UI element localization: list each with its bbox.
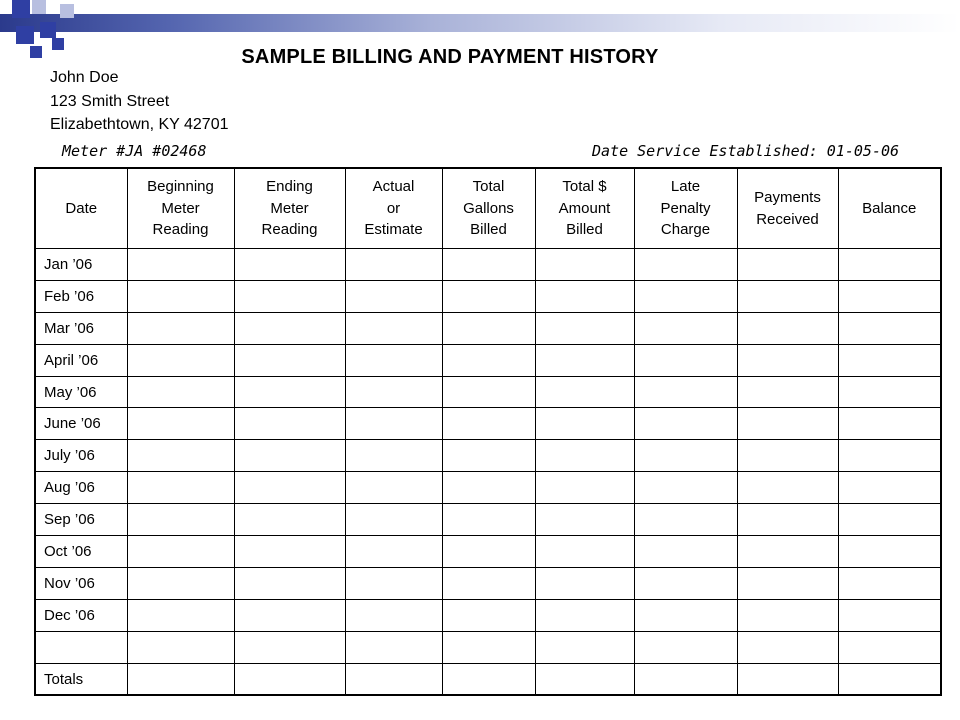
empty-cell[interactable] bbox=[838, 663, 941, 695]
empty-cell[interactable] bbox=[737, 663, 838, 695]
empty-cell[interactable] bbox=[535, 440, 634, 472]
empty-cell[interactable] bbox=[127, 504, 234, 536]
empty-cell[interactable] bbox=[737, 472, 838, 504]
empty-cell[interactable] bbox=[442, 408, 535, 440]
column-header: Payments Received bbox=[737, 168, 838, 249]
row-date-cell: Mar ’06 bbox=[35, 312, 127, 344]
table-row bbox=[35, 631, 941, 663]
empty-cell[interactable] bbox=[838, 504, 941, 536]
empty-cell[interactable] bbox=[737, 312, 838, 344]
empty-cell[interactable] bbox=[838, 344, 941, 376]
column-header: Ending Meter Reading bbox=[234, 168, 345, 249]
decorative-square bbox=[12, 0, 30, 18]
empty-cell[interactable] bbox=[535, 312, 634, 344]
empty-cell[interactable] bbox=[838, 408, 941, 440]
empty-cell[interactable] bbox=[234, 312, 345, 344]
empty-cell[interactable] bbox=[127, 472, 234, 504]
empty-cell[interactable] bbox=[345, 567, 442, 599]
empty-cell[interactable] bbox=[127, 631, 234, 663]
table-row bbox=[35, 312, 941, 344]
empty-cell[interactable] bbox=[535, 344, 634, 376]
empty-cell[interactable] bbox=[737, 280, 838, 312]
empty-cell[interactable] bbox=[345, 663, 442, 695]
empty-cell[interactable] bbox=[838, 567, 941, 599]
empty-cell[interactable] bbox=[535, 567, 634, 599]
decorative-square bbox=[16, 26, 34, 44]
empty-cell[interactable] bbox=[234, 472, 345, 504]
empty-cell[interactable] bbox=[127, 599, 234, 631]
empty-cell[interactable] bbox=[345, 280, 442, 312]
table-row bbox=[35, 536, 941, 568]
empty-cell[interactable] bbox=[442, 249, 535, 281]
empty-cell[interactable] bbox=[634, 631, 737, 663]
empty-cell[interactable] bbox=[127, 408, 234, 440]
empty-cell[interactable] bbox=[838, 249, 941, 281]
empty-cell[interactable] bbox=[127, 536, 234, 568]
billing-history-table bbox=[34, 167, 942, 696]
empty-cell[interactable] bbox=[234, 536, 345, 568]
table-row bbox=[35, 376, 941, 408]
row-date-cell: Nov ’06 bbox=[35, 567, 127, 599]
empty-cell[interactable] bbox=[442, 344, 535, 376]
empty-cell[interactable] bbox=[634, 312, 737, 344]
row-date-cell: Dec ’06 bbox=[35, 599, 127, 631]
empty-cell[interactable] bbox=[535, 536, 634, 568]
empty-cell[interactable] bbox=[345, 536, 442, 568]
row-date-cell: Totals bbox=[35, 663, 127, 695]
row-date-cell: June ’06 bbox=[35, 408, 127, 440]
empty-cell[interactable] bbox=[234, 599, 345, 631]
empty-cell[interactable] bbox=[737, 376, 838, 408]
empty-cell[interactable] bbox=[737, 599, 838, 631]
empty-cell[interactable] bbox=[838, 472, 941, 504]
empty-cell[interactable] bbox=[535, 663, 634, 695]
table-row bbox=[35, 249, 941, 281]
row-date-cell: Aug ’06 bbox=[35, 472, 127, 504]
row-date-cell: July ’06 bbox=[35, 440, 127, 472]
customer-street: 123 Smith Street bbox=[50, 92, 170, 110]
empty-cell[interactable] bbox=[345, 599, 442, 631]
empty-cell[interactable] bbox=[634, 599, 737, 631]
column-header: Date bbox=[35, 168, 127, 249]
empty-cell[interactable] bbox=[838, 280, 941, 312]
decorative-square bbox=[32, 0, 46, 14]
empty-cell[interactable] bbox=[345, 631, 442, 663]
table-row bbox=[35, 408, 941, 440]
empty-cell[interactable] bbox=[737, 567, 838, 599]
empty-cell[interactable] bbox=[234, 440, 345, 472]
empty-cell[interactable] bbox=[127, 663, 234, 695]
table-header-row bbox=[35, 168, 941, 249]
empty-cell[interactable] bbox=[535, 472, 634, 504]
empty-cell[interactable] bbox=[442, 472, 535, 504]
empty-cell[interactable] bbox=[634, 408, 737, 440]
empty-cell[interactable] bbox=[234, 504, 345, 536]
empty-cell[interactable] bbox=[234, 376, 345, 408]
empty-cell[interactable] bbox=[535, 504, 634, 536]
empty-cell[interactable] bbox=[345, 344, 442, 376]
empty-cell[interactable] bbox=[345, 440, 442, 472]
table-row bbox=[35, 567, 941, 599]
decorative-square bbox=[40, 22, 56, 38]
empty-cell[interactable] bbox=[234, 663, 345, 695]
column-header: Late Penalty Charge bbox=[634, 168, 737, 249]
empty-cell[interactable] bbox=[535, 631, 634, 663]
empty-cell[interactable] bbox=[234, 249, 345, 281]
meter-number: Meter #JA #02468 bbox=[62, 142, 207, 160]
empty-cell[interactable] bbox=[127, 312, 234, 344]
empty-cell[interactable] bbox=[442, 312, 535, 344]
empty-cell[interactable] bbox=[535, 280, 634, 312]
empty-cell[interactable] bbox=[634, 280, 737, 312]
empty-cell[interactable] bbox=[345, 376, 442, 408]
empty-cell[interactable] bbox=[634, 440, 737, 472]
table-row bbox=[35, 663, 941, 695]
empty-cell[interactable] bbox=[737, 536, 838, 568]
row-date-cell: Sep ’06 bbox=[35, 504, 127, 536]
empty-cell[interactable] bbox=[737, 504, 838, 536]
empty-cell[interactable] bbox=[737, 249, 838, 281]
empty-cell[interactable] bbox=[838, 376, 941, 408]
customer-name: John Doe bbox=[50, 69, 119, 86]
empty-cell[interactable] bbox=[442, 536, 535, 568]
empty-cell[interactable] bbox=[442, 376, 535, 408]
column-header: Beginning Meter Reading bbox=[127, 168, 234, 249]
empty-cell[interactable] bbox=[737, 344, 838, 376]
empty-cell[interactable] bbox=[737, 440, 838, 472]
empty-cell[interactable] bbox=[345, 472, 442, 504]
empty-cell[interactable] bbox=[634, 472, 737, 504]
table-row bbox=[35, 344, 941, 376]
customer-city: Elizabethtown, KY 42701 bbox=[50, 116, 229, 133]
empty-cell[interactable] bbox=[127, 567, 234, 599]
empty-cell[interactable] bbox=[535, 249, 634, 281]
customer-address bbox=[50, 66, 229, 137]
empty-cell[interactable] bbox=[442, 567, 535, 599]
page-title: SAMPLE BILLING AND PAYMENT HISTORY bbox=[241, 46, 659, 68]
empty-cell[interactable] bbox=[442, 599, 535, 631]
table-row bbox=[35, 280, 941, 312]
empty-cell[interactable] bbox=[127, 440, 234, 472]
table-row bbox=[35, 599, 941, 631]
empty-cell[interactable] bbox=[127, 344, 234, 376]
decorative-square bbox=[60, 4, 74, 18]
empty-cell[interactable] bbox=[234, 408, 345, 440]
row-date-cell bbox=[35, 631, 127, 663]
table-row bbox=[35, 440, 941, 472]
empty-cell[interactable] bbox=[234, 631, 345, 663]
row-date-cell: Oct ’06 bbox=[35, 536, 127, 568]
row-date-cell: April ’06 bbox=[35, 344, 127, 376]
row-date-cell: Jan ’06 bbox=[35, 249, 127, 281]
service-established-date: Date Service Established: 01-05-06 bbox=[592, 142, 900, 160]
header-gradient-bar bbox=[0, 14, 960, 32]
empty-cell[interactable] bbox=[634, 249, 737, 281]
empty-cell[interactable] bbox=[634, 344, 737, 376]
empty-cell[interactable] bbox=[737, 408, 838, 440]
empty-cell[interactable] bbox=[442, 504, 535, 536]
empty-cell[interactable] bbox=[442, 631, 535, 663]
empty-cell[interactable] bbox=[634, 663, 737, 695]
empty-cell[interactable] bbox=[634, 536, 737, 568]
column-header: Total Gallons Billed bbox=[442, 168, 535, 249]
column-header: Balance bbox=[838, 168, 941, 249]
empty-cell[interactable] bbox=[345, 312, 442, 344]
empty-cell[interactable] bbox=[345, 504, 442, 536]
empty-cell[interactable] bbox=[535, 376, 634, 408]
empty-cell[interactable] bbox=[634, 567, 737, 599]
empty-cell[interactable] bbox=[634, 504, 737, 536]
empty-cell[interactable] bbox=[442, 440, 535, 472]
empty-cell[interactable] bbox=[838, 440, 941, 472]
empty-cell[interactable] bbox=[838, 312, 941, 344]
empty-cell[interactable] bbox=[234, 567, 345, 599]
column-header: Total $ Amount Billed bbox=[535, 168, 634, 249]
empty-cell[interactable] bbox=[234, 344, 345, 376]
empty-cell[interactable] bbox=[838, 599, 941, 631]
empty-cell[interactable] bbox=[234, 280, 345, 312]
empty-cell[interactable] bbox=[127, 280, 234, 312]
empty-cell[interactable] bbox=[535, 599, 634, 631]
empty-cell[interactable] bbox=[737, 631, 838, 663]
empty-cell[interactable] bbox=[838, 536, 941, 568]
empty-cell[interactable] bbox=[838, 631, 941, 663]
empty-cell[interactable] bbox=[442, 280, 535, 312]
row-date-cell: Feb ’06 bbox=[35, 280, 127, 312]
table-row bbox=[35, 504, 941, 536]
empty-cell[interactable] bbox=[345, 249, 442, 281]
column-header: Actual or Estimate bbox=[345, 168, 442, 249]
empty-cell[interactable] bbox=[345, 408, 442, 440]
table-row bbox=[35, 472, 941, 504]
empty-cell[interactable] bbox=[442, 663, 535, 695]
empty-cell[interactable] bbox=[535, 408, 634, 440]
empty-cell[interactable] bbox=[127, 376, 234, 408]
row-date-cell: May ’06 bbox=[35, 376, 127, 408]
empty-cell[interactable] bbox=[634, 376, 737, 408]
empty-cell[interactable] bbox=[127, 249, 234, 281]
